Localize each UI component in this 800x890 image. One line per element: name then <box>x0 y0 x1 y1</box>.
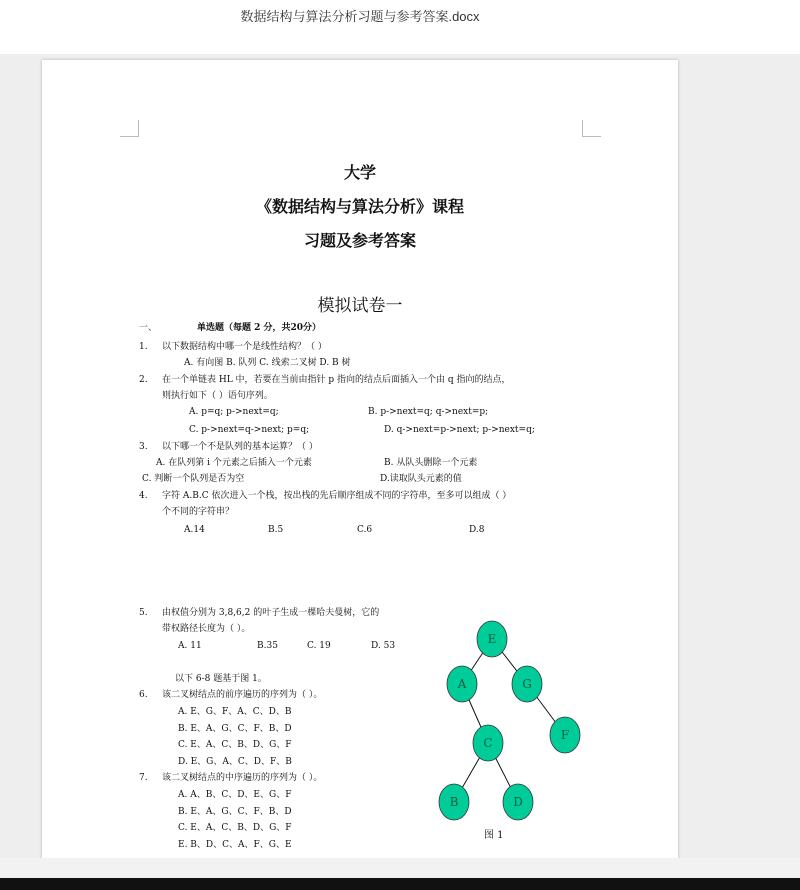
option-d: D. E、G、A、C、D、F、B <box>178 757 292 767</box>
option-a: A. A、B、C、D、E、G、F <box>178 790 292 800</box>
crop-mark-top-right <box>582 120 601 137</box>
figure-caption: 图 1 <box>484 830 504 841</box>
question-number: 7. <box>139 773 148 783</box>
section-heading: 单选题（每题 2 分，共20分） <box>197 323 322 333</box>
question-number: 5. <box>139 608 148 618</box>
option-b: B. E、A、G、C、F、B、D <box>178 807 292 817</box>
tree-node-label: D <box>513 795 523 809</box>
question-number: 2. <box>139 375 148 385</box>
question-text: 在一个单链表 HL 中，若要在当前由指针 p 指向的结点后面插入一个由 q 指向的结点， <box>162 375 511 385</box>
tree-node-label: A <box>457 677 467 691</box>
question-number: 4. <box>139 491 148 501</box>
option-c: C. 判断一个队列是否为空 <box>142 474 245 484</box>
question-text: 字符 A.B.C 依次进入一个栈，按出栈的先后顺序组成不同的字符串，至多可以组成（ ） <box>162 491 512 501</box>
question-text: 则执行如下（ ）语句序列。 <box>162 391 273 401</box>
question-number: 1. <box>139 342 148 352</box>
option-a: A. 在队列第 i 个元素之后插入一个元素 <box>156 458 312 468</box>
bottom-status-bar <box>0 858 800 878</box>
question-text: 个不同的字符串？ <box>162 507 235 517</box>
option-b: B. p->next=q; q->next=p; <box>368 407 489 417</box>
option-c: C. p->next=q->next; p=q; <box>189 425 310 435</box>
tree-node-label: G <box>522 677 532 691</box>
binary-tree-figure <box>432 616 592 826</box>
crop-mark-top-left <box>120 120 139 137</box>
figure-intro: 以下 6-8 题基于图 1。 <box>175 674 267 684</box>
tree-node-label: F <box>560 728 570 742</box>
question-number: 3. <box>139 442 148 452</box>
option-d: D. q->next=p->next; p->next=q; <box>384 425 535 435</box>
option-d: D.读取队头元素的值 <box>380 474 462 484</box>
option-c: C. E、A、C、B、D、G、F <box>178 740 292 750</box>
question-text: 由权值分别为 3,8,6,2 的叶子生成一棵哈夫曼树，它的 <box>162 608 380 618</box>
option-c: C.6 <box>357 525 373 535</box>
option-a: A. E、G、F、A、C、D、B <box>178 707 292 717</box>
exam-title: 模拟试卷一 <box>317 296 403 316</box>
option-a: A. 11 <box>178 641 202 651</box>
document-title-line-3: 习题及参考答案 <box>303 231 416 250</box>
question-text: 以下哪一个不是队列的基本运算？（ ） <box>162 442 318 452</box>
option-b: B. E、A、G、C、F、B、D <box>178 724 292 734</box>
option-b: B.5 <box>268 525 284 535</box>
tree-node-label: C <box>483 736 493 750</box>
option-c: C. 19 <box>307 641 331 651</box>
option-c: C. E、A、C、B、D、G、F <box>178 823 292 833</box>
option-d: D.8 <box>469 525 485 535</box>
tree-node-label: B <box>449 795 459 809</box>
document-title-line-1: 大学 <box>343 163 376 182</box>
document-title-line-2: 《数据结构与算法分析》课程 <box>255 197 464 216</box>
option-d: E. B、D、C、A、F、G、E <box>178 840 292 850</box>
question-text: 带权路径长度为（ ）。 <box>162 624 251 634</box>
bottom-edge <box>0 878 800 890</box>
option-b: B. 从队头删除一个元素 <box>384 458 478 468</box>
question-text: 该二叉树结点的中序遍历的序列为（ ）。 <box>162 773 323 783</box>
question-text: 以下数据结构中哪一个是线性结构？（ ） <box>162 342 327 352</box>
option-a: A.14 <box>184 525 205 535</box>
title-bar <box>0 0 800 54</box>
option-a: A. p=q; p->next=q; <box>189 407 279 417</box>
tree-node-label: E <box>487 632 497 646</box>
document-page <box>42 60 678 860</box>
section-number: 一、 <box>139 323 158 333</box>
option-d: D. 53 <box>371 641 396 651</box>
question-text: 该二叉树结点的前序遍历的序列为（ ）。 <box>162 690 323 700</box>
question-number: 6. <box>139 690 148 700</box>
document-filename: 数据结构与算法分析习题与参考答案.docx <box>240 9 480 24</box>
question-options: A. 有向图 B. 队列 C. 线索二叉树 D. B 树 <box>184 358 351 368</box>
option-b: B.35 <box>257 641 278 651</box>
